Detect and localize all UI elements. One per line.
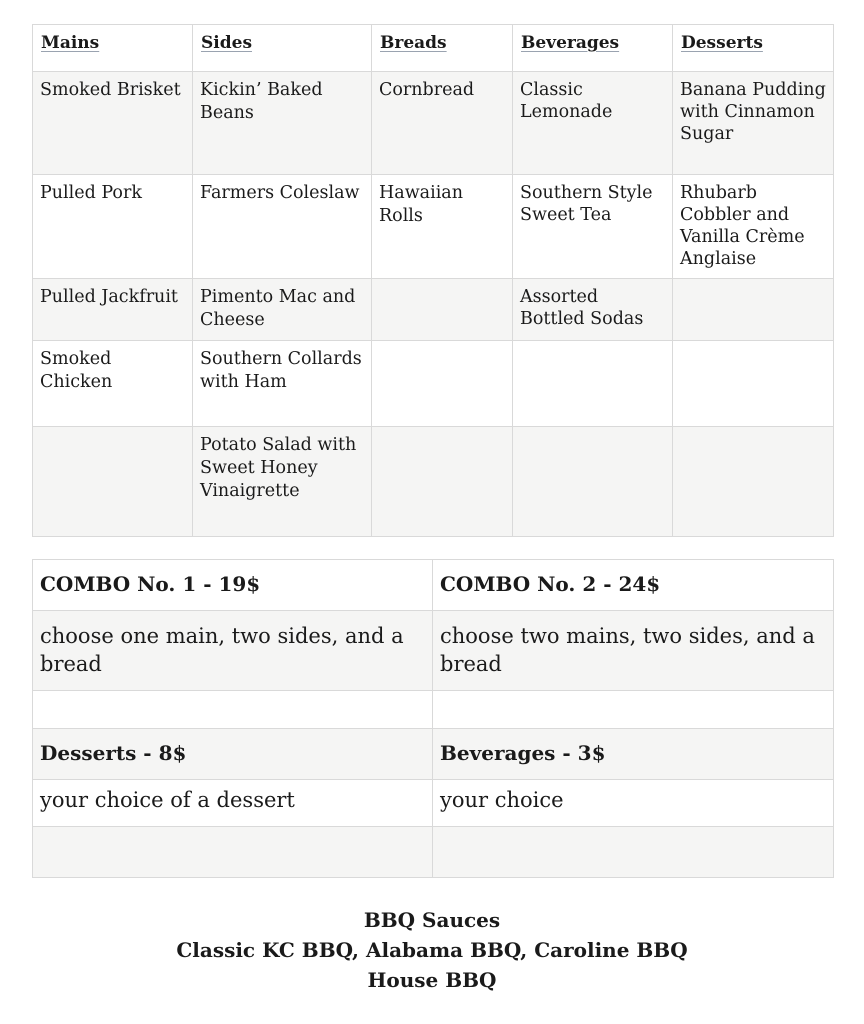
menu-cell [513, 341, 673, 427]
desserts-title: Desserts - 8$ [33, 729, 433, 780]
combo1-title: COMBO No. 1 - 19$ [33, 560, 433, 611]
menu-cell [673, 341, 834, 427]
table-row [33, 780, 834, 827]
menu-cell [513, 427, 673, 537]
menu-cell [372, 427, 513, 537]
menu-cell: Classic Lemonade [513, 72, 673, 175]
empty-cell [33, 827, 433, 878]
menu-cell [673, 279, 834, 341]
menu-cell: Pulled Jackfruit [33, 279, 193, 341]
menu-header-row [33, 25, 834, 72]
column-header-beverages: Beverages [513, 25, 673, 72]
empty-cell [33, 691, 433, 729]
menu-table [32, 24, 834, 537]
empty-cell [433, 691, 834, 729]
sauces-title: BBQ Sauces [363, 908, 501, 932]
desserts-description: your choice of a dessert [33, 780, 433, 827]
menu-cell: Pimento Mac and Cheese [193, 279, 372, 341]
menu-cell: Farmers Coleslaw [193, 175, 372, 279]
menu-cell [372, 279, 513, 341]
menu-cell: Banana Pudding with Cinnamon Sugar [673, 72, 834, 175]
table-row [33, 691, 834, 729]
table-row [33, 427, 834, 537]
table-row [33, 729, 834, 780]
table-row [33, 560, 834, 611]
menu-cell [673, 427, 834, 537]
column-header-breads: Breads [372, 25, 513, 72]
table-row [33, 341, 834, 427]
menu-cell: Rhubarb Cobbler and Vanilla Crème Anglaise [673, 175, 834, 279]
menu-cell: Smoked Chicken [33, 341, 193, 427]
menu-cell: Pulled Pork [33, 175, 193, 279]
table-row [33, 827, 834, 878]
menu-cell: Kickin’ Baked Beans [193, 72, 372, 175]
sauces-line-2: House BBQ [367, 968, 497, 992]
menu-cell: Southern Style Sweet Tea [513, 175, 673, 279]
table-row [33, 279, 834, 341]
combo1-description: choose one main, two sides, and a bread [33, 611, 433, 691]
menu-cell [372, 341, 513, 427]
table-row [33, 175, 834, 279]
menu-cell: Hawaiian Rolls [372, 175, 513, 279]
beverages-description: your choice [433, 780, 834, 827]
column-header-desserts: Desserts [673, 25, 834, 72]
bbq-sauces-section [0, 905, 864, 995]
empty-cell [433, 827, 834, 878]
menu-cell: Smoked Brisket [33, 72, 193, 175]
table-row [33, 72, 834, 175]
combo2-title: COMBO No. 2 - 24$ [433, 560, 834, 611]
menu-cell: Potato Salad with Sweet Honey Vinaigrette [193, 427, 372, 537]
menu-cell: Assorted Bottled Sodas [513, 279, 673, 341]
combo2-description: choose two mains, two sides, and a bread [433, 611, 834, 691]
sauces-line-1: Classic KC BBQ, Alabama BBQ, Caroline BBQ [176, 938, 688, 962]
menu-cell [33, 427, 193, 537]
menu-cell: Southern Collards with Ham [193, 341, 372, 427]
menu-cell: Cornbread [372, 72, 513, 175]
beverages-title: Beverages - 3$ [433, 729, 834, 780]
table-row [33, 611, 834, 691]
column-header-mains: Mains [33, 25, 193, 72]
column-header-sides: Sides [193, 25, 372, 72]
combo-table [32, 559, 834, 878]
